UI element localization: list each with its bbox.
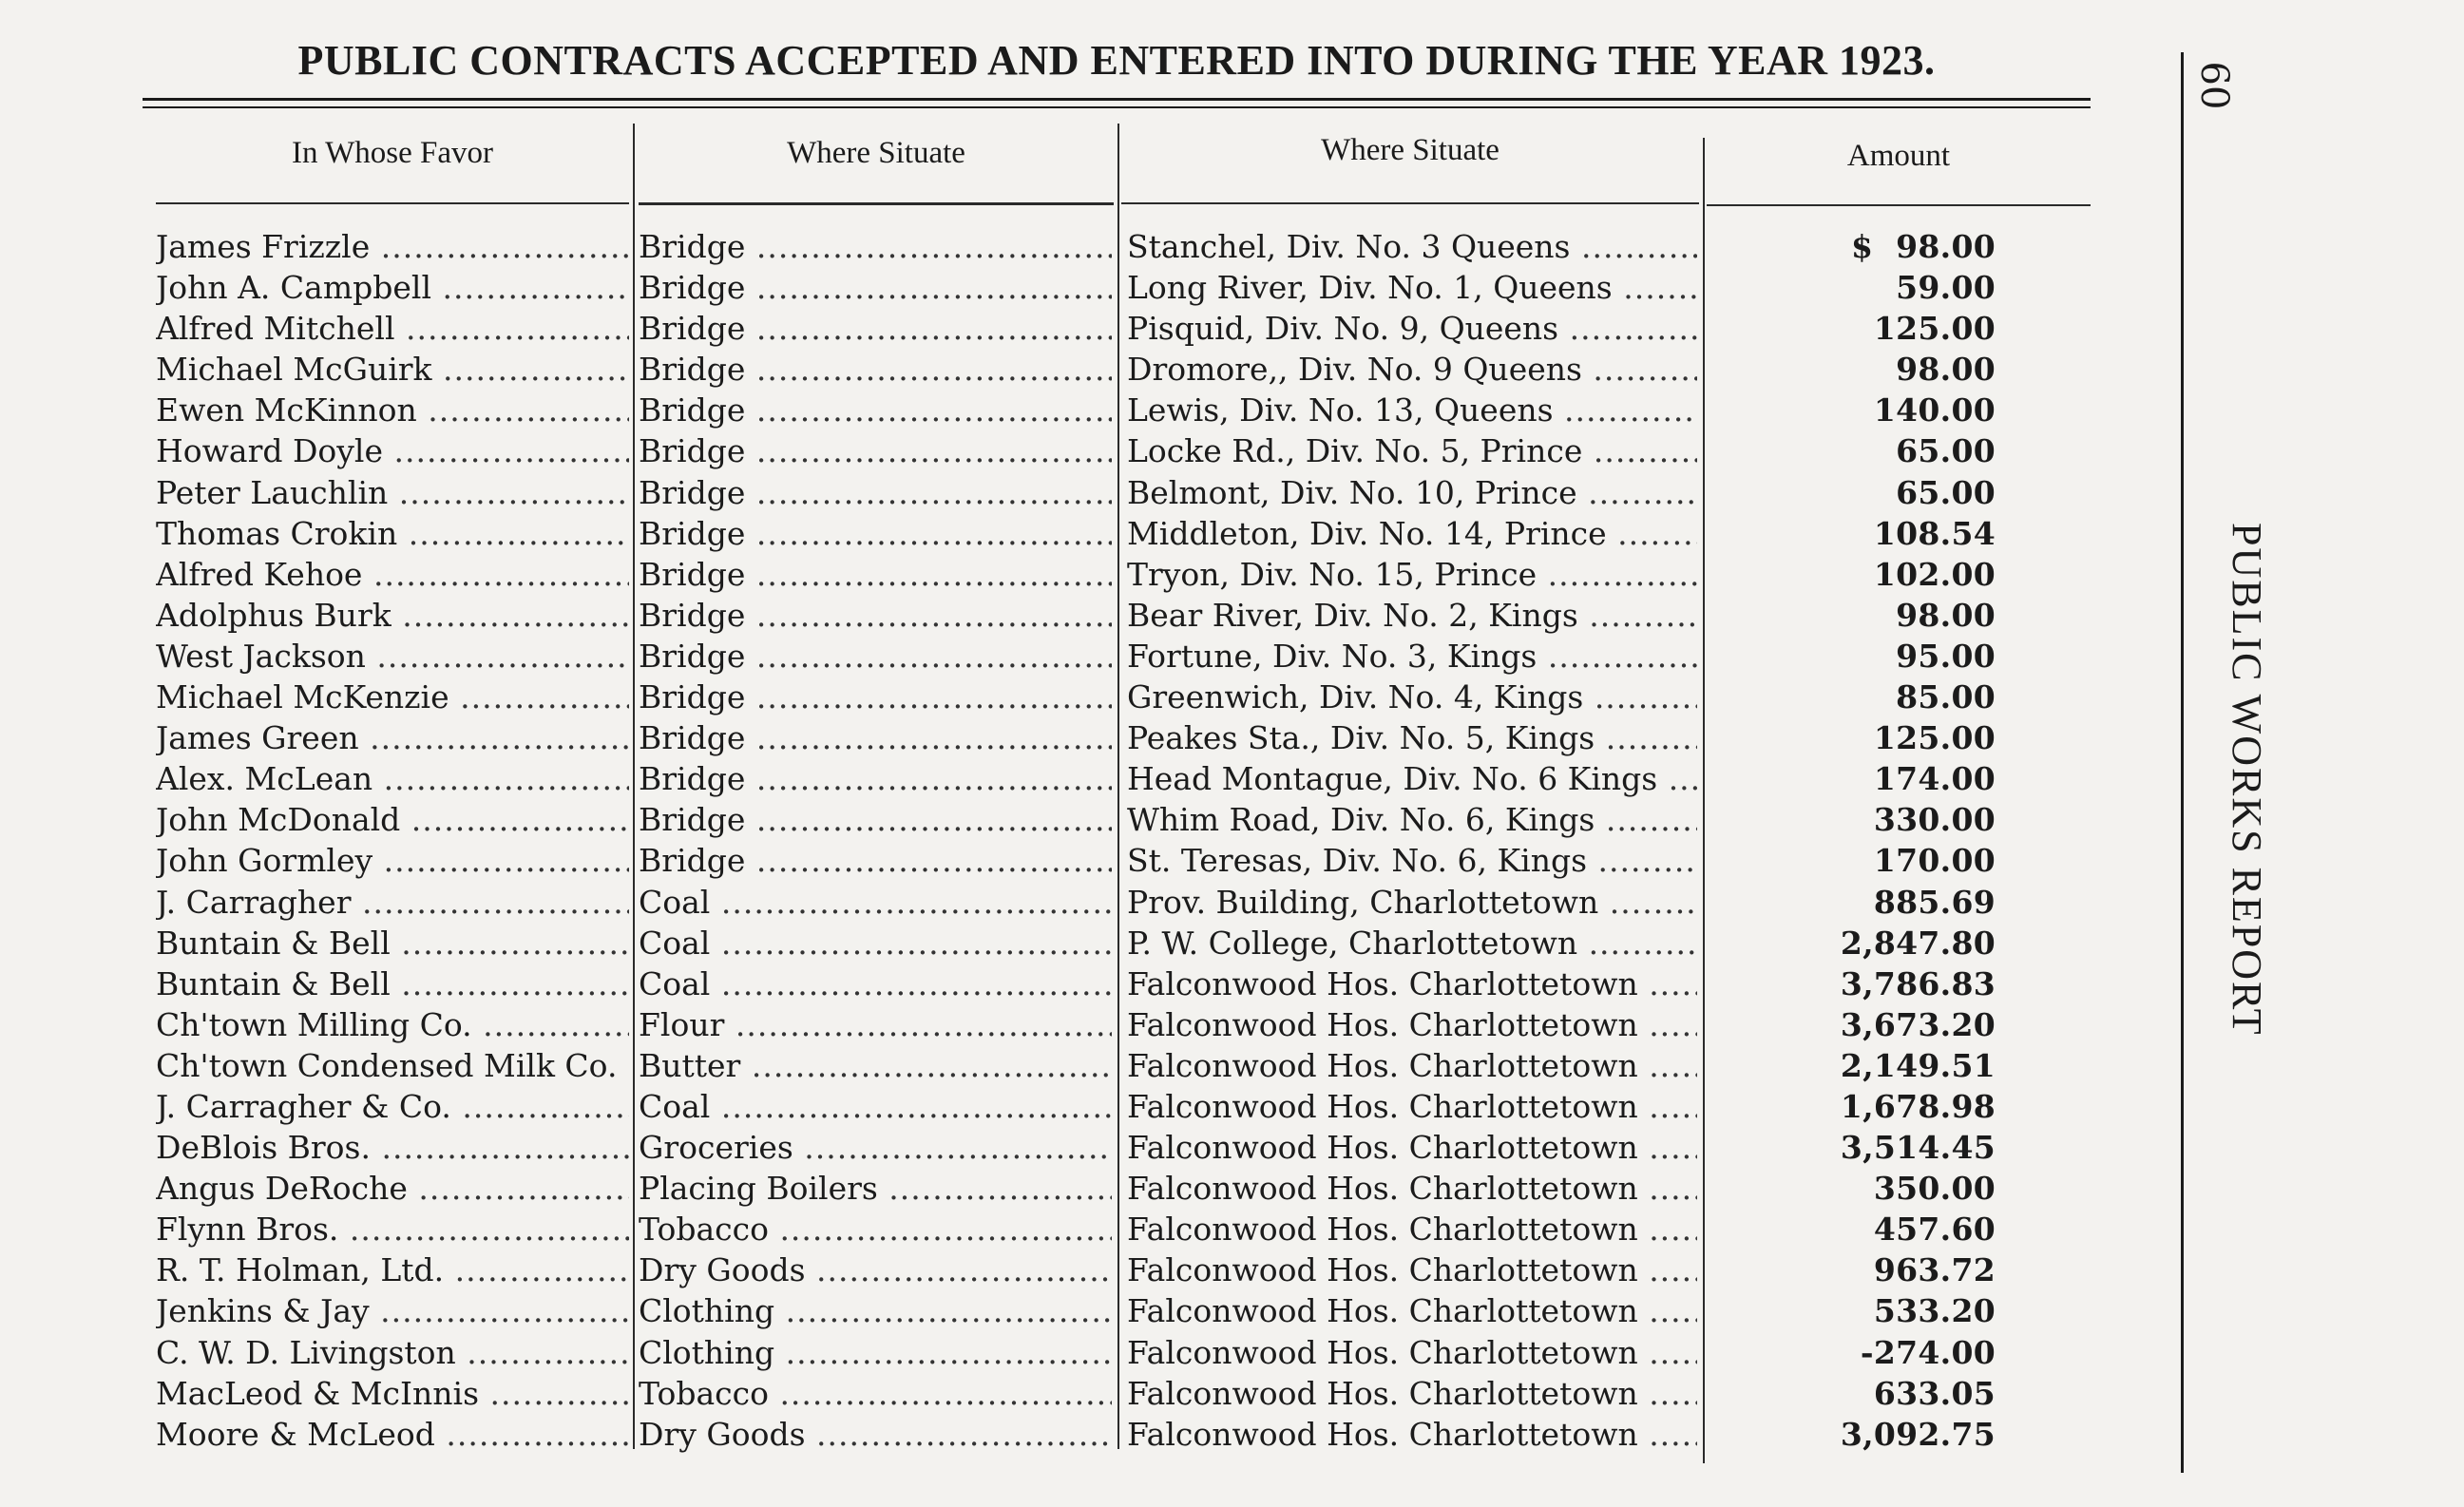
table-row bbox=[0, 840, 2138, 881]
table-row bbox=[0, 226, 2138, 267]
header-underline-1 bbox=[156, 202, 629, 204]
contract-item: Groceries ..... bbox=[639, 1127, 1112, 1168]
contractor-name: James Frizzle ..... bbox=[156, 226, 629, 267]
table-row bbox=[0, 1290, 2138, 1331]
contract-location: P. W. College, Charlottetown ..... bbox=[1127, 923, 1697, 963]
contractor-name: Thomas Crokin ..... bbox=[156, 513, 629, 554]
contractor-name: Alfred Mitchell ..... bbox=[156, 308, 629, 349]
title-rule-bottom bbox=[143, 106, 2091, 108]
contract-amount: 3,092.75 bbox=[1840, 1415, 1996, 1453]
table-row bbox=[0, 882, 2138, 923]
table-row bbox=[0, 717, 2138, 758]
contract-amount: 125.00 bbox=[1873, 719, 1996, 757]
table-row bbox=[0, 1004, 2138, 1045]
table-row bbox=[0, 1086, 2138, 1127]
contractor-name: Moore & McLeod ..... bbox=[156, 1414, 629, 1455]
contractor-name: Alfred Kehoe ..... bbox=[156, 554, 629, 595]
contract-amount: 3,673.20 bbox=[1840, 1005, 1996, 1043]
contract-amount: 1,678.98 bbox=[1840, 1087, 1996, 1125]
contract-location: Prov. Building, Charlottetown ..... bbox=[1127, 882, 1697, 923]
contract-item: Bridge ..... bbox=[639, 840, 1112, 881]
contract-amount: 330.00 bbox=[1873, 801, 1996, 839]
contract-location: Greenwich, Div. No. 4, Kings ..... bbox=[1127, 677, 1697, 717]
contract-amount: 125.00 bbox=[1873, 310, 1996, 348]
contract-location: Bear River, Div. No. 2, Kings ..... bbox=[1127, 595, 1697, 636]
contract-location: Stanchel, Div. No. 3 Queens ..... bbox=[1127, 226, 1697, 267]
contract-amount: -274.00 bbox=[1860, 1333, 1996, 1371]
contractor-name: Howard Doyle ..... bbox=[156, 430, 629, 471]
contract-location: Falconwood Hos. Charlottetown ..... bbox=[1127, 1332, 1697, 1373]
header-amount: Amount bbox=[1846, 139, 1951, 173]
table-row bbox=[0, 308, 2138, 349]
contract-item: Bridge ..... bbox=[639, 595, 1112, 636]
contract-amount: 108.54 bbox=[1873, 514, 1996, 552]
contract-amount: 95.00 bbox=[1896, 637, 1996, 675]
contract-amount: 457.60 bbox=[1873, 1211, 1996, 1249]
table-row bbox=[0, 390, 2138, 430]
contract-location: Belmont, Div. No. 10, Prince ..... bbox=[1127, 472, 1697, 513]
contract-item: Bridge ..... bbox=[639, 472, 1112, 513]
contract-location: Lewis, Div. No. 13, Queens ..... bbox=[1127, 390, 1697, 430]
contract-location: Dromore,, Div. No. 9 Queens ..... bbox=[1127, 349, 1697, 390]
contractor-name: C. W. D. Livingston ..... bbox=[156, 1332, 629, 1373]
contract-item: Bridge ..... bbox=[639, 349, 1112, 390]
contract-location: Falconwood Hos. Charlottetown ..... bbox=[1127, 1249, 1697, 1290]
contract-item: Bridge ..... bbox=[639, 267, 1112, 308]
side-running-title: PUBLIC WORKS REPORT bbox=[2224, 522, 2270, 1037]
contractor-name: Flynn Bros. ..... bbox=[156, 1209, 629, 1249]
table-row bbox=[0, 1414, 2138, 1455]
contract-amount: 98.00 bbox=[1896, 351, 1996, 389]
contract-item: Tobacco ..... bbox=[639, 1373, 1112, 1414]
contract-item: Placing Boilers ..... bbox=[639, 1168, 1112, 1209]
contractor-name: DeBlois Bros. ..... bbox=[156, 1127, 629, 1168]
contract-location: Middleton, Div. No. 14, Prince ..... bbox=[1127, 513, 1697, 554]
table-row bbox=[0, 636, 2138, 677]
contract-item: Dry Goods ..... bbox=[639, 1249, 1112, 1290]
currency-symbol: $ bbox=[1851, 228, 1873, 265]
contract-item: Bridge ..... bbox=[639, 636, 1112, 677]
contract-item: Bridge ..... bbox=[639, 799, 1112, 840]
contract-amount: 963.72 bbox=[1873, 1251, 1996, 1289]
contract-amount: 170.00 bbox=[1873, 842, 1996, 880]
contractor-name: John Gormley ..... bbox=[156, 840, 629, 881]
contractor-name: Ewen McKinnon ..... bbox=[156, 390, 629, 430]
contract-location: Fortune, Div. No. 3, Kings ..... bbox=[1127, 636, 1697, 677]
contract-item: Bridge ..... bbox=[639, 390, 1112, 430]
contract-item: Tobacco ..... bbox=[639, 1209, 1112, 1249]
contract-amount: 3,786.83 bbox=[1840, 964, 1996, 1002]
contractor-name: Ch'town Condensed Milk Co. ..... bbox=[156, 1045, 629, 1086]
contract-item: Butter ..... bbox=[639, 1045, 1112, 1086]
contractor-name: MacLeod & McInnis ..... bbox=[156, 1373, 629, 1414]
table-row bbox=[0, 799, 2138, 840]
contract-item: Clothing ..... bbox=[639, 1290, 1112, 1331]
contractor-name: Peter Lauchlin ..... bbox=[156, 472, 629, 513]
contract-location: Head Montague, Div. No. 6 Kings ..... bbox=[1127, 758, 1697, 799]
table-row bbox=[0, 963, 2138, 1004]
contractor-name: Angus DeRoche ..... bbox=[156, 1168, 629, 1209]
table-row bbox=[0, 554, 2138, 595]
table-row bbox=[0, 1373, 2138, 1414]
table-row bbox=[0, 1332, 2138, 1373]
contractor-name: Michael McKenzie ..... bbox=[156, 677, 629, 717]
contract-item: Bridge ..... bbox=[639, 717, 1112, 758]
contract-amount: 65.00 bbox=[1896, 432, 1996, 470]
contract-item: Bridge ..... bbox=[639, 554, 1112, 595]
table-row bbox=[0, 349, 2138, 390]
contract-location: Tryon, Div. No. 15, Prince ..... bbox=[1127, 554, 1697, 595]
table-row bbox=[0, 1127, 2138, 1168]
contract-amount: 98.00 bbox=[1896, 228, 1996, 265]
contract-amount: 3,514.45 bbox=[1840, 1129, 1996, 1167]
header-underline-4 bbox=[1707, 204, 2091, 206]
table-row bbox=[0, 1045, 2138, 1086]
contract-location: Peakes Sta., Div. No. 5, Kings ..... bbox=[1127, 717, 1697, 758]
table-row bbox=[0, 595, 2138, 636]
contractor-name: R. T. Holman, Ltd. ..... bbox=[156, 1249, 629, 1290]
contract-location: Falconwood Hos. Charlottetown ..... bbox=[1127, 1209, 1697, 1249]
side-rule bbox=[2181, 52, 2184, 1473]
contract-location: Locke Rd., Div. No. 5, Prince ..... bbox=[1127, 430, 1697, 471]
contract-amount: 350.00 bbox=[1873, 1170, 1996, 1208]
contract-amount: 2,149.51 bbox=[1840, 1046, 1996, 1084]
contract-item: Bridge ..... bbox=[639, 226, 1112, 267]
contractor-name: Buntain & Bell ..... bbox=[156, 963, 629, 1004]
contract-item: Bridge ..... bbox=[639, 677, 1112, 717]
contract-amount: 102.00 bbox=[1873, 555, 1996, 593]
contract-amount: 140.00 bbox=[1873, 391, 1996, 429]
contract-item: Coal ..... bbox=[639, 923, 1112, 963]
contract-item: Dry Goods ..... bbox=[639, 1414, 1112, 1455]
contractor-name: Adolphus Burk ..... bbox=[156, 595, 629, 636]
contract-item: Bridge ..... bbox=[639, 430, 1112, 471]
contract-location: Falconwood Hos. Charlottetown ..... bbox=[1127, 1045, 1697, 1086]
contract-item: Coal ..... bbox=[639, 882, 1112, 923]
contract-item: Bridge ..... bbox=[639, 758, 1112, 799]
table-row bbox=[0, 472, 2138, 513]
table-row bbox=[0, 677, 2138, 717]
contract-amount: 533.20 bbox=[1873, 1292, 1996, 1330]
contract-amount: 59.00 bbox=[1896, 269, 1996, 307]
contractor-name: Alex. McLean ..... bbox=[156, 758, 629, 799]
page-title: PUBLIC CONTRACTS ACCEPTED AND ENTERED INTO DURING THE YEAR 1923. bbox=[297, 37, 1936, 84]
contract-item: Bridge ..... bbox=[639, 513, 1112, 554]
contract-location: St. Teresas, Div. No. 6, Kings ..... bbox=[1127, 840, 1697, 881]
table-row bbox=[0, 513, 2138, 554]
table-row bbox=[0, 1249, 2138, 1290]
contractor-name: James Green ..... bbox=[156, 717, 629, 758]
contractor-name: Jenkins & Jay ..... bbox=[156, 1290, 629, 1331]
contract-amount: 2,847.80 bbox=[1840, 924, 1996, 962]
header-underline-2 bbox=[639, 202, 1114, 205]
table-row bbox=[0, 923, 2138, 963]
contract-location: Falconwood Hos. Charlottetown ..... bbox=[1127, 1414, 1697, 1455]
contractor-name: Michael McGuirk ..... bbox=[156, 349, 629, 390]
contractor-name: West Jackson ..... bbox=[156, 636, 629, 677]
contract-amount: 85.00 bbox=[1896, 678, 1996, 716]
page-number: 60 bbox=[2192, 61, 2236, 110]
contracts-table bbox=[0, 226, 2138, 1455]
header-in-whose-favor: In Whose Favor bbox=[291, 136, 494, 170]
contract-location: Falconwood Hos. Charlottetown ..... bbox=[1127, 963, 1697, 1004]
contract-amount: 65.00 bbox=[1896, 473, 1996, 511]
table-row bbox=[0, 1168, 2138, 1209]
table-row bbox=[0, 1209, 2138, 1249]
table-row bbox=[0, 267, 2138, 308]
contract-amount: 633.05 bbox=[1873, 1374, 1996, 1412]
contract-item: Coal ..... bbox=[639, 1086, 1112, 1127]
table-row bbox=[0, 758, 2138, 799]
contract-location: Falconwood Hos. Charlottetown ..... bbox=[1127, 1373, 1697, 1414]
contract-location: Falconwood Hos. Charlottetown ..... bbox=[1127, 1168, 1697, 1209]
contractor-name: J. Carragher & Co. ..... bbox=[156, 1086, 629, 1127]
contractor-name: John McDonald ..... bbox=[156, 799, 629, 840]
header-where-situate-location: Where Situate bbox=[1321, 133, 1499, 167]
contractor-name: J. Carragher ..... bbox=[156, 882, 629, 923]
contract-amount: 98.00 bbox=[1896, 596, 1996, 634]
contractor-name: John A. Campbell ..... bbox=[156, 267, 629, 308]
contract-item: Clothing ..... bbox=[639, 1332, 1112, 1373]
contract-location: Long River, Div. No. 1, Queens ..... bbox=[1127, 267, 1697, 308]
contract-location: Pisquid, Div. No. 9, Queens ..... bbox=[1127, 308, 1697, 349]
contractor-name: Ch'town Milling Co. ..... bbox=[156, 1004, 629, 1045]
header-where-situate-item: Where Situate bbox=[787, 136, 965, 170]
header-underline-3 bbox=[1121, 202, 1699, 204]
contract-location: Falconwood Hos. Charlottetown ..... bbox=[1127, 1290, 1697, 1331]
contract-item: Bridge ..... bbox=[639, 308, 1112, 349]
contract-item: Flour ..... bbox=[639, 1004, 1112, 1045]
contractor-name: Buntain & Bell ..... bbox=[156, 923, 629, 963]
contract-item: Coal ..... bbox=[639, 963, 1112, 1004]
contract-amount: 885.69 bbox=[1873, 883, 1996, 921]
contract-location: Falconwood Hos. Charlottetown ..... bbox=[1127, 1127, 1697, 1168]
contract-location: Falconwood Hos. Charlottetown ..... bbox=[1127, 1004, 1697, 1045]
table-row bbox=[0, 430, 2138, 471]
contract-location: Whim Road, Div. No. 6, Kings ..... bbox=[1127, 799, 1697, 840]
contract-location: Falconwood Hos. Charlottetown ..... bbox=[1127, 1086, 1697, 1127]
contract-amount: 174.00 bbox=[1873, 760, 1996, 798]
title-rule-top bbox=[143, 98, 2091, 101]
